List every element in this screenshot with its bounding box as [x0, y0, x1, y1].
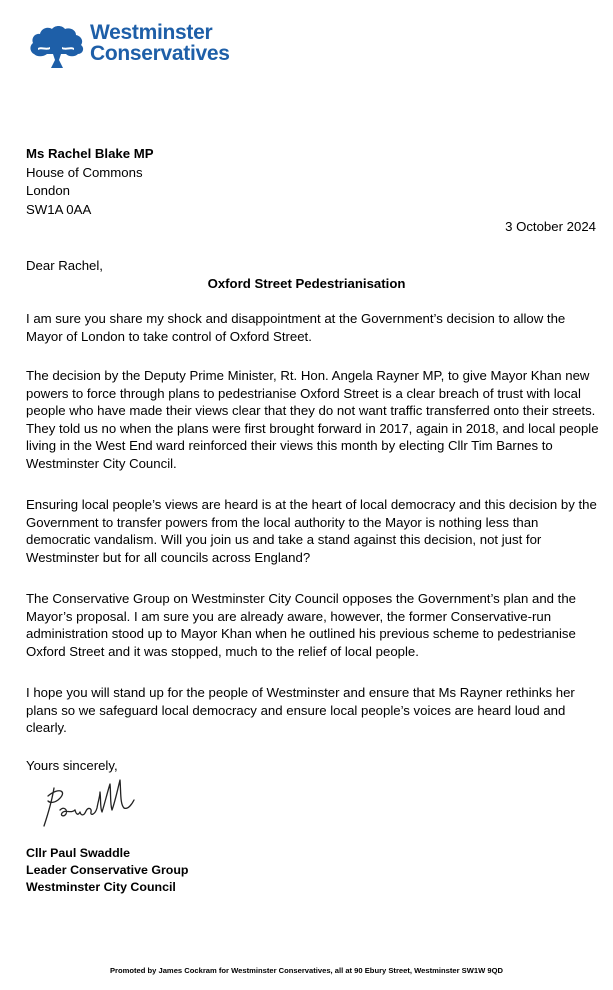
recipient-postcode: SW1A 0AA	[26, 201, 92, 217]
salutation: Dear Rachel,	[26, 258, 103, 273]
paragraph-1: I am sure you share my shock and disappointment at the Government’s decision to allow the Mayor of London to take control of Oxford Street.	[26, 311, 566, 344]
subject-heading: Oxford Street Pedestrianisation	[207, 276, 406, 291]
paragraph-4: The Conservative Group on Westminster City Council opposes the Government’s plan and the Mayor’s proposal. I am sure you are already aware, however, the former Conservative-run administration stood up to Mayor Khan when he outlined his previous scheme to pedestrianise Oxford Street and it was stopped, much to the relief of local people.	[26, 591, 577, 659]
recipient-line-1: House of Commons	[26, 164, 143, 180]
recipient-name: Ms Rachel Blake MP	[26, 146, 154, 161]
paragraph-5: I hope you will stand up for the people of Westminster and ensure that Ms Rayner rethinks her plans so we safeguard local democracy and ensure local people’s voices are heard loud and clearly.	[26, 685, 575, 736]
oak-tree-icon	[28, 24, 86, 70]
logo-line-1: Westminster	[90, 21, 213, 44]
paragraph-2: The decision by the Deputy Prime Minister, Rt. Hon. Angela Rayner MP, to give Mayor Khan new powers to force through plans to pedestrianise Oxford Street is a clear breach of trust with local people who have made their views clear that they do not want traffic transferred onto their streets. They told us no when the plans were first brought forward in 2017, again in 2018, and local people living in the West End ward reinforced their views this month by electing Cllr Tim Barnes to Westminster City Council.	[26, 368, 599, 471]
recipient-address	[26, 145, 154, 219]
letter-date: 3 October 2024	[505, 219, 596, 234]
footer-imprint: Promoted by James Cockram for Westminster Conservatives, all at 90 Ebury Street, Westminster SW1W 9QD	[109, 966, 504, 975]
logo	[28, 22, 258, 72]
paragraph-3: Ensuring local people’s views are heard is at the heart of local democracy and this decision by the Government to transfer powers from the local authority to the Mayor is nothing less than democratic vandalism. Will you join us and take a stand against this decision, not just for Westminster but for all councils across England?	[26, 497, 597, 565]
sender-title: Leader Conservative Group	[26, 863, 189, 878]
recipient-line-2: London	[26, 183, 71, 198]
logo-line-2: Conservatives	[90, 42, 230, 65]
signature-icon	[38, 770, 148, 832]
sender-name: Cllr Paul Swaddle	[26, 846, 130, 860]
sender-block	[26, 845, 189, 897]
sender-organisation: Westminster City Council	[26, 880, 176, 895]
closing: Yours sincerely,	[26, 758, 118, 773]
